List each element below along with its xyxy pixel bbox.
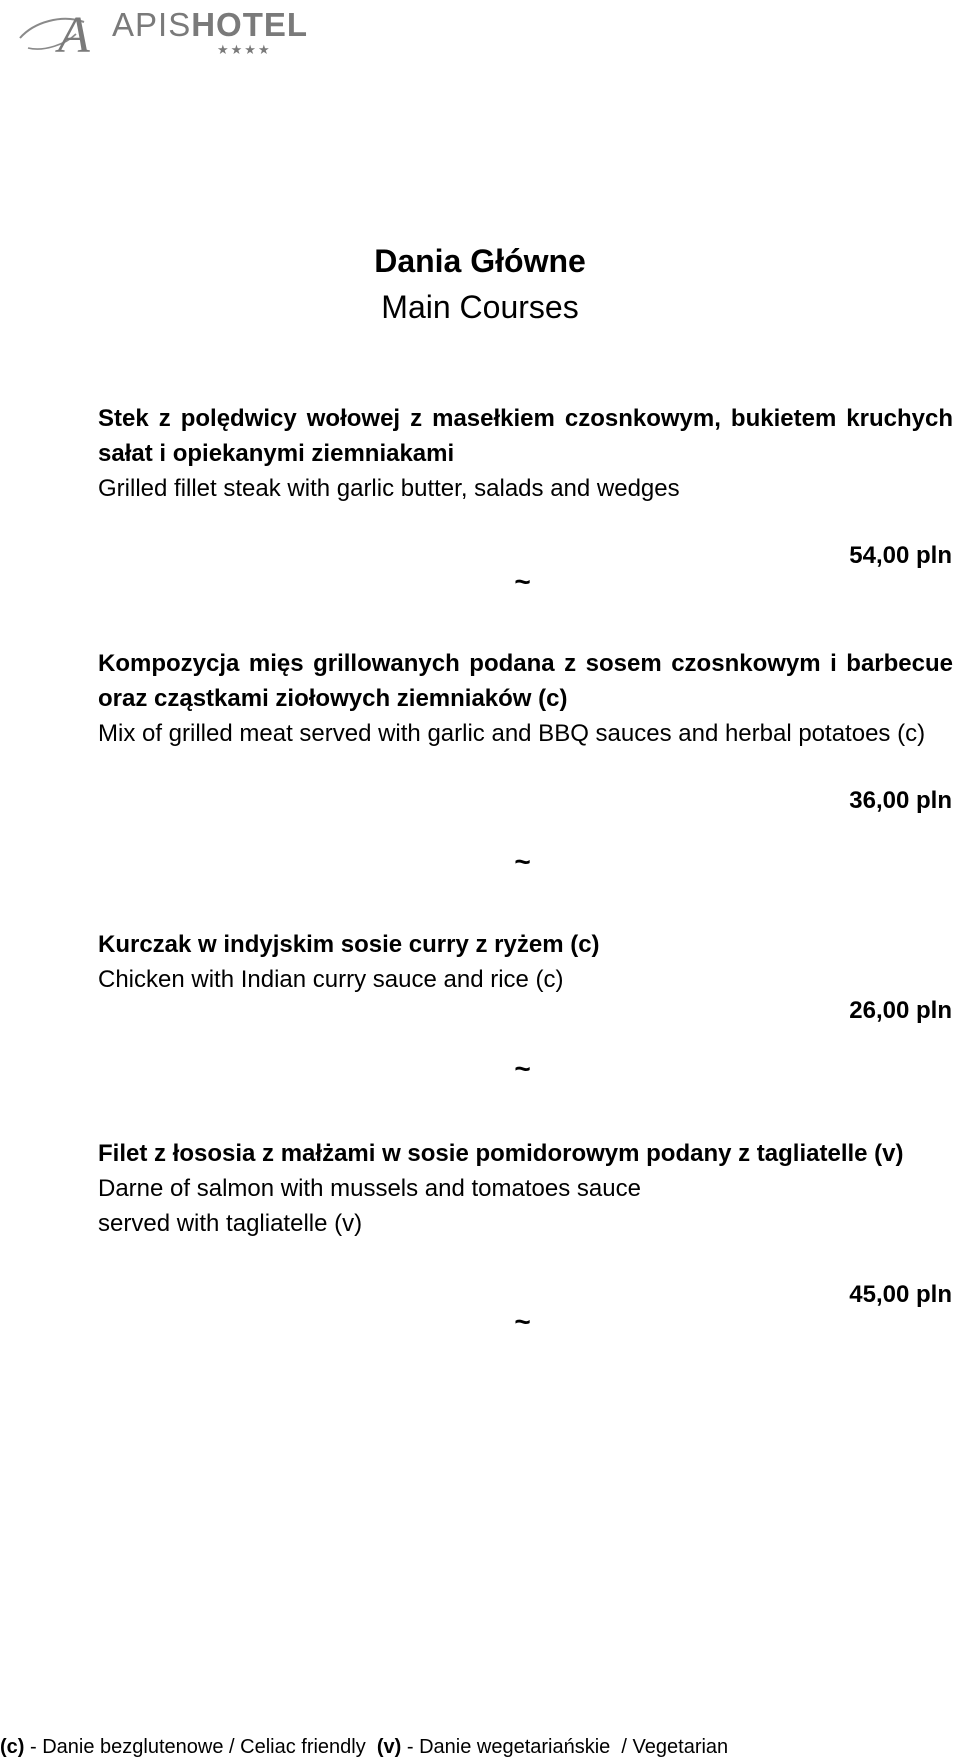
dish-2-price: 36,00 pln: [849, 787, 952, 814]
dish-3: [98, 927, 953, 997]
dish-1-name-en: Grilled fillet steak with garlic butter, salads and wedges: [98, 475, 680, 502]
legend-v-key: (v): [376, 1736, 402, 1758]
dish-1-name-pl: Stek z polędwicy wołowej z masełkiem czosnkowym, bukietem kruchych sałat i opiekanymi ziemniakami: [98, 405, 953, 467]
dish-4: [98, 1136, 953, 1241]
hotel-logo: [14, 4, 309, 60]
dish-4-price: 45,00 pln: [849, 1281, 952, 1308]
logo-monogram: A: [58, 7, 90, 60]
logo-text-bold: HOTEL: [191, 6, 309, 43]
menu-title: [0, 238, 960, 330]
menu-title-en: Main Courses: [381, 289, 579, 325]
logo-wordmark: [112, 6, 308, 44]
dish-2-name-en: Mix of grilled meat served with garlic and BBQ sauces and herbal potatoes (c): [98, 720, 926, 747]
legend-c-key: (c): [0, 1736, 25, 1758]
dish-1-price: 54,00 pln: [849, 542, 952, 569]
dish-2: [98, 646, 953, 751]
dish-4-name-en-line1: Darne of salmon with mussels and tomatoes sauce: [98, 1175, 641, 1202]
dish-4-name-en-line2: served with tagliatelle (v): [98, 1210, 363, 1237]
separator-2: ~: [514, 846, 531, 877]
diet-legend: [0, 1736, 728, 1759]
legend-c-text: - Danie bezglutenowe / Celiac friendly: [24, 1736, 377, 1758]
dish-3-name-en: Chicken with Indian curry sauce and rice (c): [98, 966, 564, 993]
dish-3-name-pl: Kurczak w indyjskim sosie curry z ryżem (c): [98, 931, 600, 958]
separator-3: ~: [514, 1053, 531, 1084]
separator-1: ~: [514, 566, 531, 597]
dish-3-price: 26,00 pln: [849, 997, 952, 1024]
dish-4-name-pl: Filet z łososia z małżami w sosie pomidorowym podany z tagliatelle (v): [98, 1140, 904, 1167]
dish-1: [98, 401, 953, 506]
separator-4: ~: [514, 1306, 531, 1337]
menu-title-pl: Dania Główne: [374, 243, 586, 279]
legend-v-text: - Danie wegetariańskie / Vegetarian: [401, 1736, 729, 1758]
dish-2-name-pl: Kompozycja mięs grillowanych podana z sosem czosnkowym i barbecue oraz cząstkami ziołowych ziemniaków (c): [98, 650, 953, 712]
logo-text-light: APIS: [112, 6, 192, 43]
logo-stars: ★★★★: [217, 42, 272, 57]
logo-monogram-icon: [14, 4, 114, 60]
